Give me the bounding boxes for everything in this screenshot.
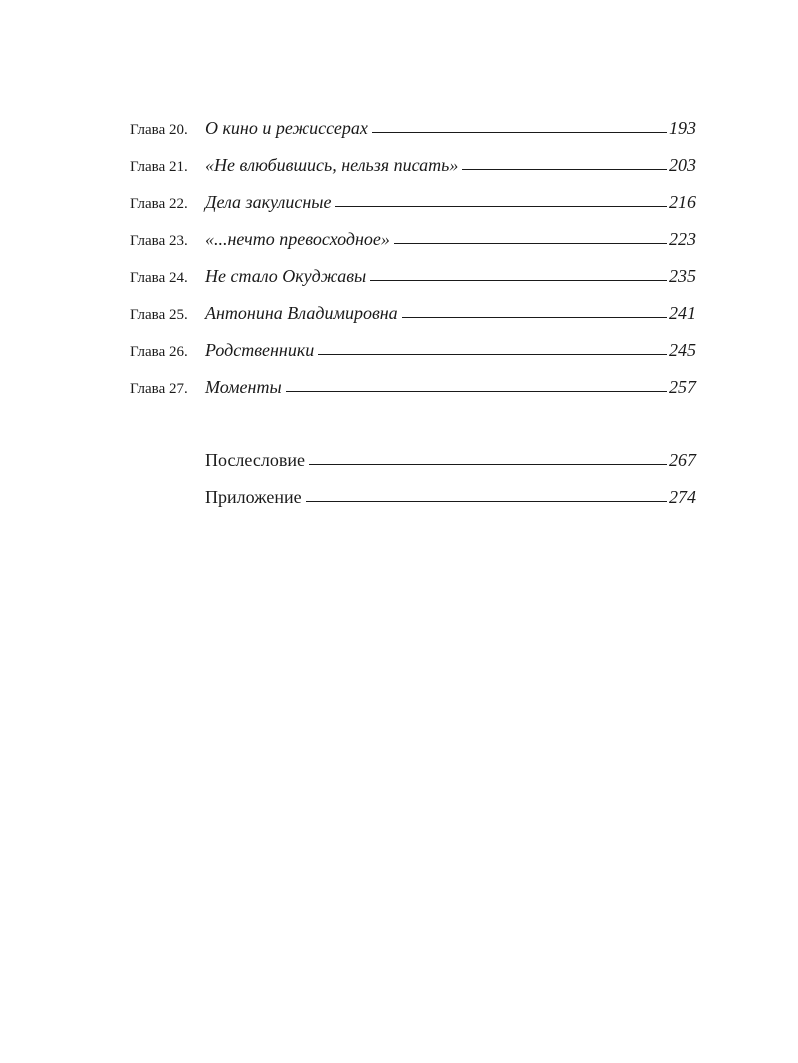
chapter-title: «Не влюбившись, нельзя писать» <box>205 155 459 175</box>
toc-entry-chapter-22 <box>130 192 696 229</box>
table-of-contents <box>130 118 696 524</box>
chapter-number: Глава 20. <box>130 122 188 138</box>
toc-entry-chapter-20 <box>130 118 696 155</box>
toc-entry-chapter-26 <box>130 340 696 377</box>
toc-entry-chapter-21 <box>130 155 696 192</box>
chapter-title: Антонина Владимировна <box>205 303 398 323</box>
chapter-number: Глава 25. <box>130 307 188 323</box>
page-number: 193 <box>669 118 696 138</box>
afterword-title: Послесловие <box>205 450 305 470</box>
chapter-title: «...нечто превосходное» <box>205 229 390 249</box>
dot-leader <box>306 501 667 502</box>
page-number: 241 <box>669 303 696 323</box>
chapter-number: Глава 24. <box>130 270 188 286</box>
dot-leader <box>335 206 667 207</box>
appendix-title: Приложение <box>205 487 302 507</box>
dot-leader <box>394 243 667 244</box>
dot-leader <box>372 132 667 133</box>
chapter-number: Глава 21. <box>130 159 188 175</box>
toc-entry-appendix <box>130 487 696 524</box>
toc-entry-chapter-27 <box>130 377 696 414</box>
dot-leader <box>309 464 667 465</box>
chapter-title: Не стало Окуджавы <box>205 266 367 286</box>
section-spacer <box>130 414 696 450</box>
page-number: 203 <box>669 155 696 175</box>
chapter-number: Глава 23. <box>130 233 188 249</box>
dot-leader <box>318 354 667 355</box>
page-number: 216 <box>669 192 696 212</box>
page-number: 235 <box>669 266 696 286</box>
page-number: 274 <box>669 487 696 507</box>
toc-entry-chapter-24 <box>130 266 696 303</box>
chapter-title: Дела закулисные <box>205 192 332 212</box>
page-number: 223 <box>669 229 696 249</box>
page-number: 267 <box>669 450 696 470</box>
page-number: 245 <box>669 340 696 360</box>
chapter-number: Глава 27. <box>130 381 188 397</box>
page-number: 257 <box>669 377 696 397</box>
toc-entry-chapter-25 <box>130 303 696 340</box>
chapter-number: Глава 26. <box>130 344 188 360</box>
dot-leader <box>286 391 667 392</box>
toc-entry-afterword <box>130 450 696 487</box>
dot-leader <box>370 280 667 281</box>
chapter-title: Моменты <box>205 377 282 397</box>
toc-entry-chapter-23 <box>130 229 696 266</box>
dot-leader <box>402 317 667 318</box>
chapter-number: Глава 22. <box>130 196 188 212</box>
chapter-title: О кино и режиссерах <box>205 118 368 138</box>
chapter-title: Родственники <box>205 340 315 360</box>
dot-leader <box>462 169 667 170</box>
